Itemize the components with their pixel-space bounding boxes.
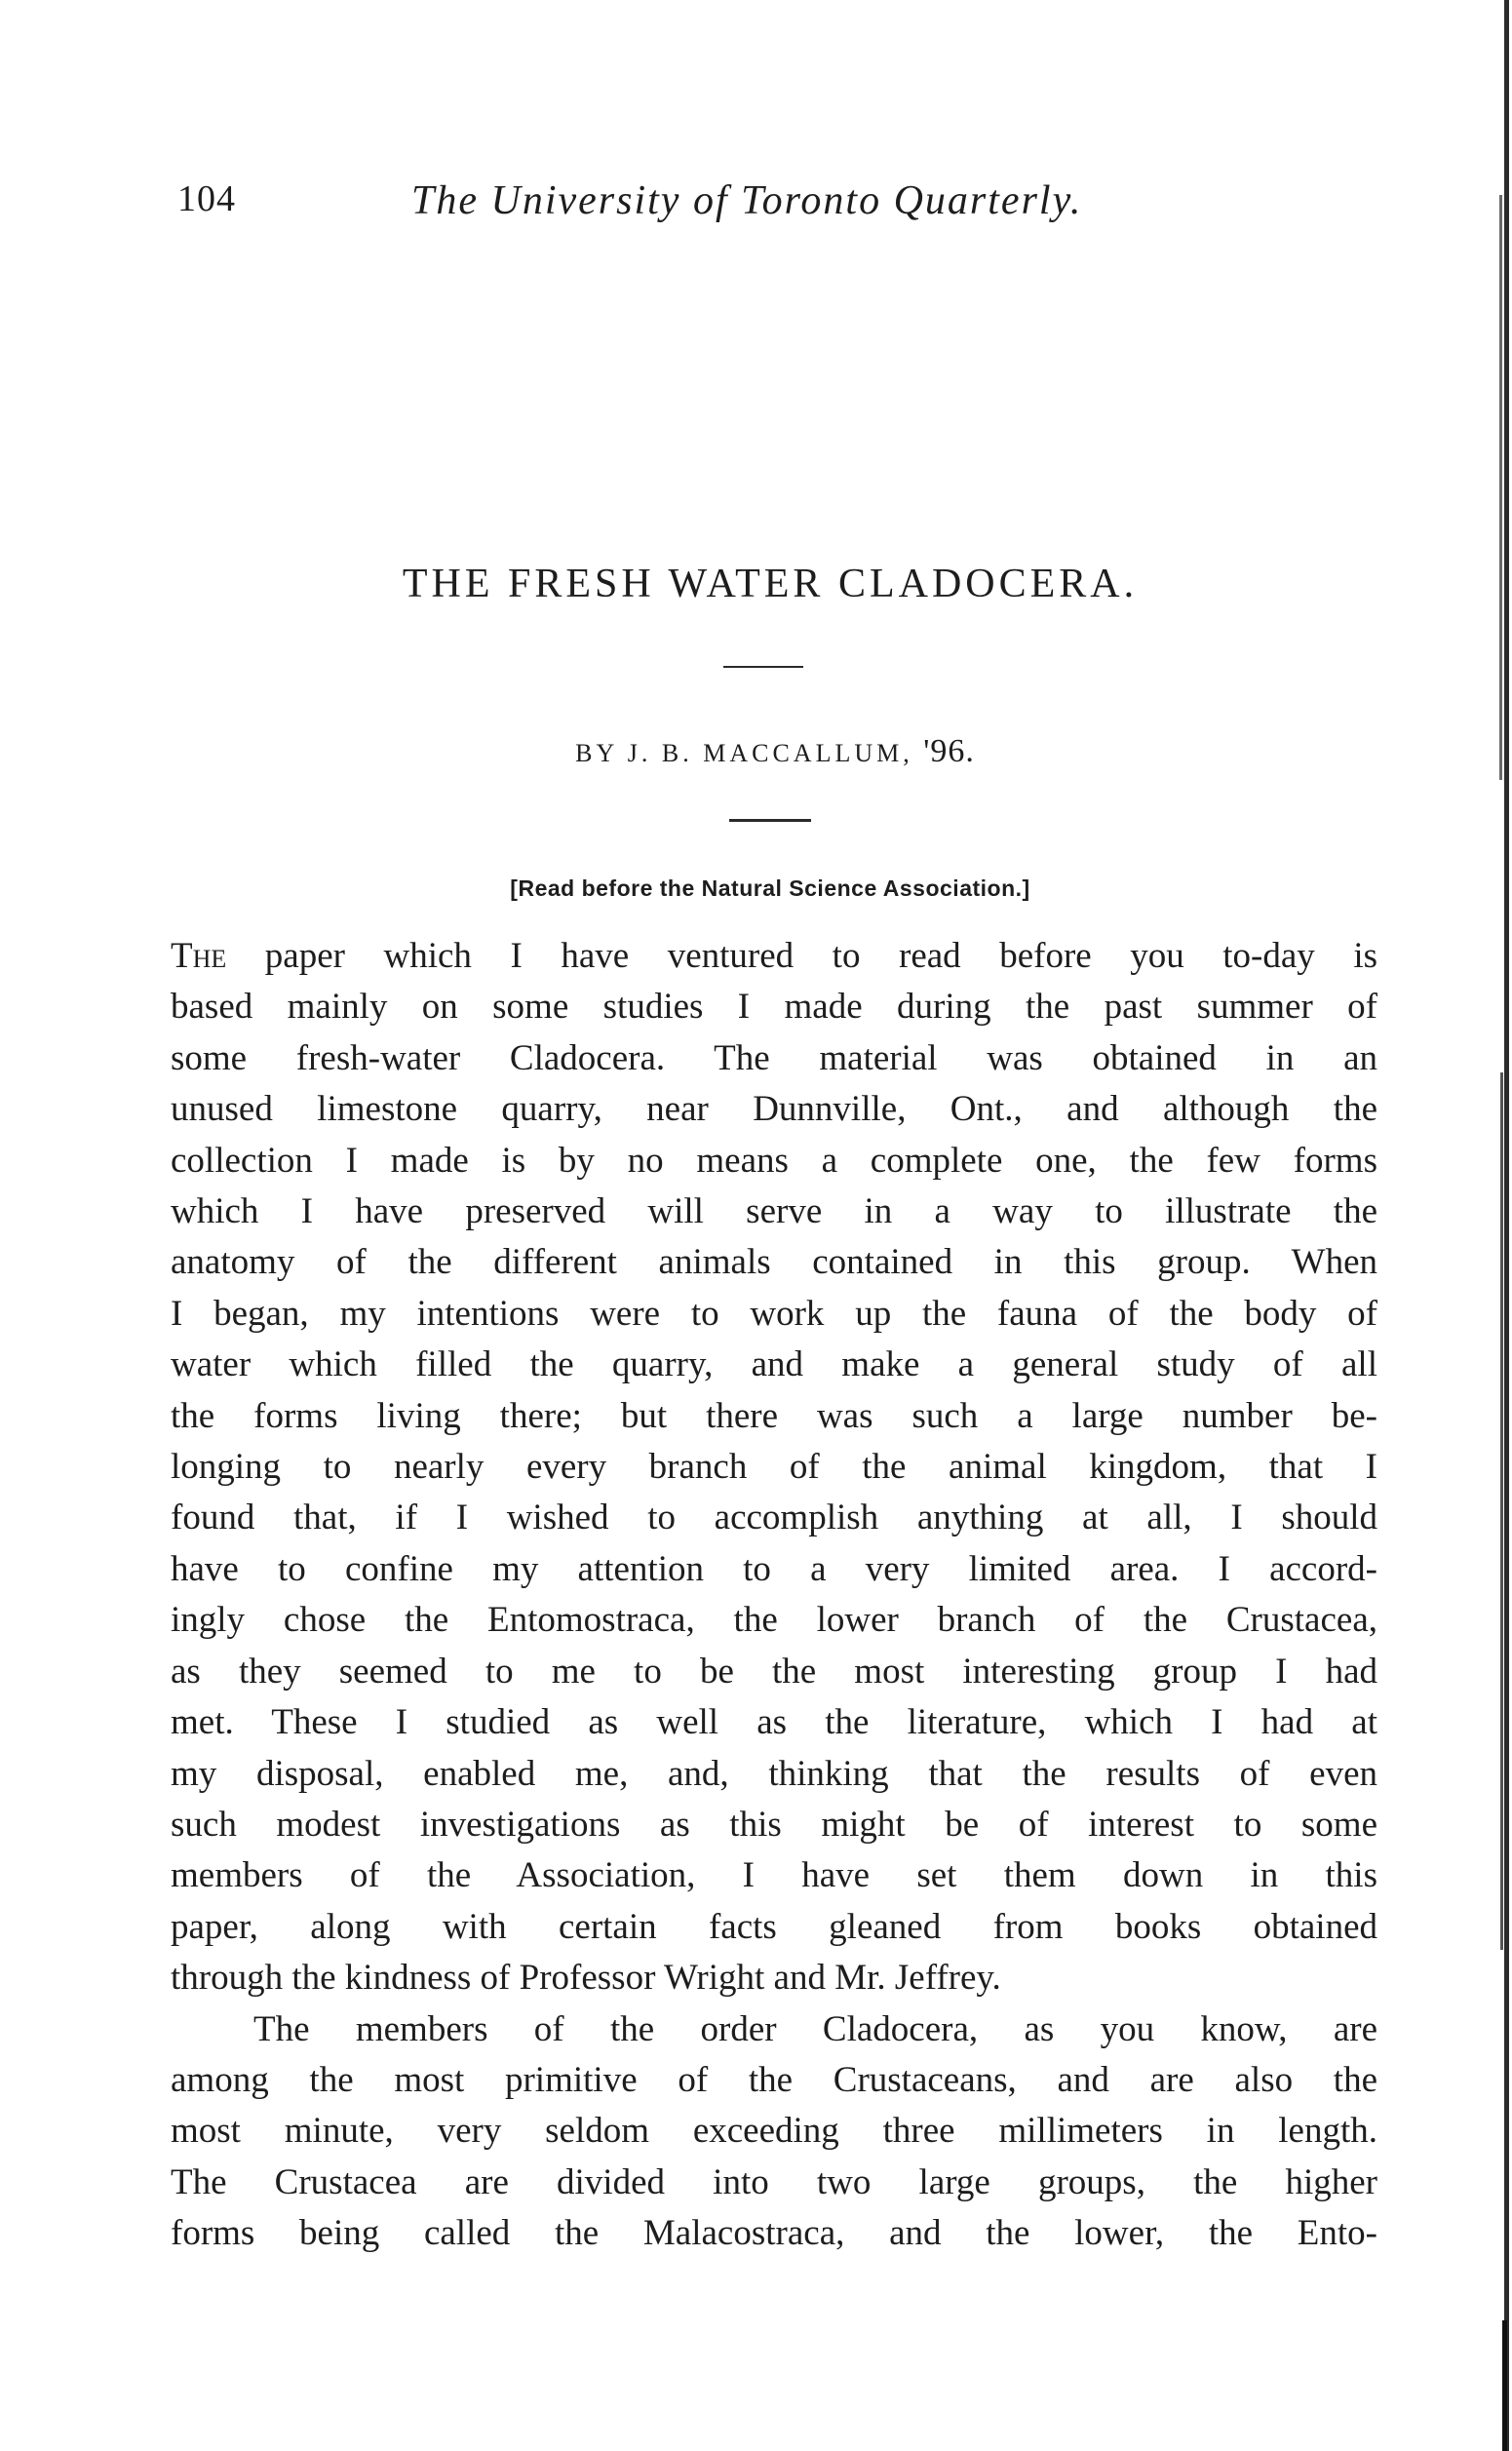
text-line: unused limestone quarry, near Dunnville, Ont., and although the [171, 1089, 1377, 1130]
text-line: found that, if I wished to accomplish anything at all, I should [171, 1498, 1377, 1538]
text-line: longing to nearly every branch of the animal kingdom, that I [171, 1447, 1377, 1488]
drop-word: The [171, 936, 227, 976]
author: BY J. B. MACCALLUM, [575, 739, 913, 767]
paragraph-1-last-line: through the kindness of Professor Wright and Mr. Jeffrey. [171, 1958, 1001, 1999]
byline-rule [729, 819, 811, 822]
reading-note: [Read before the Natural Science Association.] [510, 875, 1030, 901]
text-line: the forms living there; but there was such a large number be- [171, 1395, 1377, 1436]
paragraph-1 [171, 982, 1377, 1953]
text-line: forms being called the Malacostraca, and the lower, the Ento- [171, 2213, 1377, 2254]
text-line: some fresh-water Cladocera. The material was obtained in an [171, 1037, 1377, 1078]
text-line: as they seemed to me to be the most interesting group I had [171, 1651, 1377, 1692]
text-line: paper, along with certain facts gleaned from books obtained [171, 1906, 1377, 1947]
text-line: my disposal, enabled me, and, thinking that the results of even [171, 1753, 1377, 1794]
author-year: '96. [923, 733, 975, 769]
title-rule [723, 666, 803, 668]
text-line: based mainly on some studies I made during the past summer of [171, 987, 1377, 1028]
text-line: The members of the order Cladocera, as you know, are [253, 2008, 1377, 2049]
text-line: water which filled the quarry, and make a general study of all [171, 1344, 1377, 1385]
text-line: which I have preserved will serve in a way to illustrate the [171, 1191, 1377, 1232]
text-line: most minute, very seldom exceeding three millimeters in length. [171, 2111, 1377, 2152]
text-line: anatomy of the different animals contained in this group. When [171, 1242, 1377, 1283]
text-line: I began, my intentions were to work up the fauna of the body of [171, 1293, 1377, 1334]
page-number: 104 [177, 178, 236, 219]
text-line: ingly chose the Entomostraca, the lower branch of the Crustacea, [171, 1600, 1377, 1641]
text-line: among the most primitive of the Crustaceans, and are also the [171, 2059, 1377, 2100]
text-line: such modest investigations as this might be of interest to some [171, 1804, 1377, 1845]
text-line: The Crustacea are divided into two large groups, the higher [171, 2161, 1377, 2202]
text-line: met. These I studied as well as the literature, which I had at [171, 1702, 1377, 1743]
article-title: THE FRESH WATER CLADOCERA. [402, 562, 1139, 606]
article-body [171, 931, 1377, 2260]
paragraph-1-line-1: The paper which I have ventured to read before you to-day is [171, 936, 1377, 976]
page-header [177, 177, 1376, 236]
text-line: have to confine my attention to a very limited area. I accord- [171, 1548, 1377, 1589]
text-line: members of the Association, I have set them down in this [171, 1855, 1377, 1896]
running-title: The University of Toronto Quarterly. [411, 178, 1083, 223]
byline [0, 733, 1512, 770]
scan-edge-shadow [1491, 0, 1512, 2451]
text-line: collection I made is by no means a complete one, the few forms [171, 1140, 1377, 1181]
paragraph-2 [171, 2004, 1377, 2260]
